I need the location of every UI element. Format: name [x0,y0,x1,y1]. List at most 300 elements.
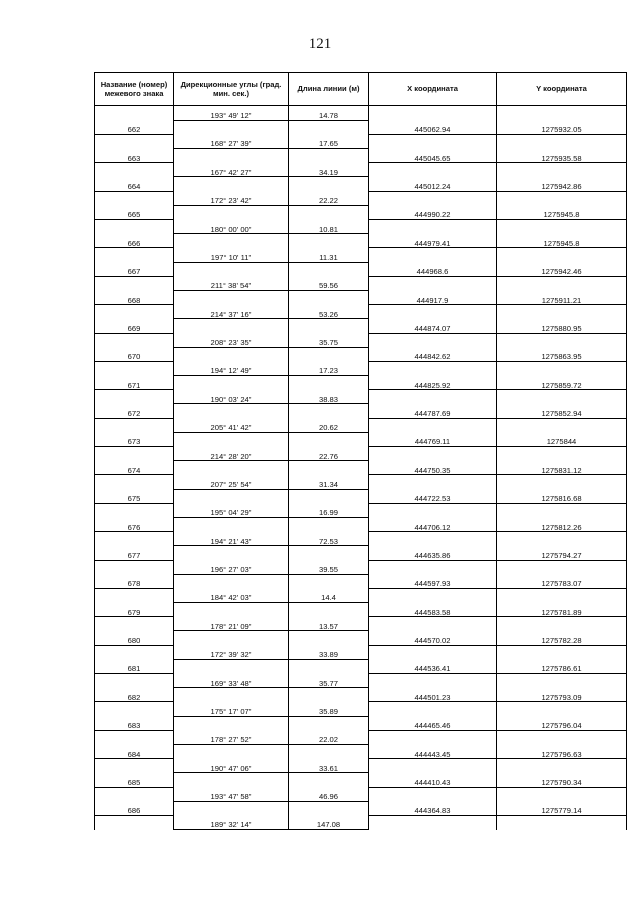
y-coordinate-cell: 1275782.28 [497,631,627,645]
empty-cell [369,361,497,375]
segment-row [95,475,627,489]
angle-cell: 196° 27' 03" [174,560,289,574]
x-coordinate-cell: 445062.94 [369,120,497,134]
length-cell: 22.76 [289,447,369,461]
point-name-cell: 665 [95,205,174,219]
point-row [95,290,627,304]
x-coordinate-cell: 444583.58 [369,603,497,617]
empty-cell [95,333,174,347]
segment-row [95,191,627,205]
empty-cell [369,276,497,290]
empty-cell [289,801,369,815]
point-row [95,659,627,673]
angle-cell: 184° 42' 03" [174,588,289,602]
empty-cell [497,163,627,177]
empty-cell [174,376,289,390]
empty-cell [174,716,289,730]
empty-cell [174,603,289,617]
angle-cell: 178° 21' 09" [174,617,289,631]
point-row [95,461,627,475]
header-y: Y координата [497,73,627,106]
x-coordinate-cell: 444968.6 [369,262,497,276]
empty-cell [369,645,497,659]
empty-cell [289,659,369,673]
point-name-cell: 677 [95,546,174,560]
angle-cell: 214° 37' 16" [174,305,289,319]
empty-cell [369,106,497,121]
point-name-cell: 685 [95,773,174,787]
length-cell: 14.78 [289,106,369,121]
point-row [95,546,627,560]
point-row [95,319,627,333]
y-coordinate-cell: 1275945.8 [497,205,627,219]
y-coordinate-cell: 1275790.34 [497,773,627,787]
x-coordinate-cell: 444443.45 [369,744,497,758]
empty-cell [289,120,369,134]
empty-cell [497,787,627,801]
segment-row [95,617,627,631]
empty-cell [289,177,369,191]
angle-cell: 207° 25' 54" [174,475,289,489]
empty-cell [497,759,627,773]
empty-cell [369,560,497,574]
point-name-cell: 673 [95,432,174,446]
empty-cell [497,248,627,262]
y-coordinate-cell: 1275781.89 [497,603,627,617]
length-cell: 22.22 [289,191,369,205]
empty-cell [289,688,369,702]
empty-cell [95,730,174,744]
empty-cell [289,546,369,560]
point-name-cell: 681 [95,659,174,673]
point-row [95,432,627,446]
angle-cell: 193° 47' 58" [174,787,289,801]
header-name: Название (номер) межевого знака [95,73,174,106]
empty-cell [369,191,497,205]
empty-cell [369,305,497,319]
x-coordinate-cell: 445012.24 [369,177,497,191]
angle-cell: 194° 21' 43" [174,532,289,546]
empty-cell [369,163,497,177]
length-cell: 11.31 [289,248,369,262]
y-coordinate-cell: 1275945.8 [497,234,627,248]
empty-cell [497,560,627,574]
point-row [95,376,627,390]
empty-cell [95,134,174,148]
empty-cell [497,418,627,432]
empty-cell [289,205,369,219]
segment-row [95,333,627,347]
empty-cell [95,532,174,546]
header-angle: Дирекционные углы (град. мин. сек.) [174,73,289,106]
point-row [95,801,627,815]
empty-cell [174,489,289,503]
point-name-cell: 679 [95,603,174,617]
segment-row [95,447,627,461]
point-name-cell: 669 [95,319,174,333]
segment-row [95,220,627,234]
y-coordinate-cell: 1275786.61 [497,659,627,673]
empty-cell [95,191,174,205]
length-cell: 33.61 [289,759,369,773]
length-cell: 33.89 [289,645,369,659]
length-cell: 17.65 [289,134,369,148]
empty-cell [369,390,497,404]
angle-cell: 197° 10' 11" [174,248,289,262]
angle-cell: 168° 27' 39" [174,134,289,148]
angle-cell: 172° 39' 32" [174,645,289,659]
empty-cell [369,418,497,432]
empty-cell [289,319,369,333]
point-row [95,773,627,787]
empty-cell [95,418,174,432]
y-coordinate-cell: 1275932.05 [497,120,627,134]
empty-cell [289,461,369,475]
point-name-cell: 680 [95,631,174,645]
empty-cell [289,744,369,758]
y-coordinate-cell: 1275816.68 [497,489,627,503]
empty-cell [289,376,369,390]
empty-cell [174,688,289,702]
length-cell: 38.83 [289,390,369,404]
angle-cell: 178° 27' 52" [174,730,289,744]
empty-cell [289,631,369,645]
empty-cell [497,305,627,319]
point-name-cell: 682 [95,688,174,702]
angle-cell: 205° 41' 42" [174,418,289,432]
y-coordinate-cell: 1275812.26 [497,517,627,531]
empty-cell [289,404,369,418]
empty-cell [174,574,289,588]
empty-cell [95,787,174,801]
empty-cell [174,319,289,333]
empty-cell [497,191,627,205]
empty-cell [95,588,174,602]
empty-cell [497,361,627,375]
empty-cell [497,276,627,290]
empty-cell [497,220,627,234]
angle-cell: 172° 23' 42" [174,191,289,205]
point-name-cell: 674 [95,461,174,475]
empty-cell [369,617,497,631]
empty-cell [497,106,627,121]
length-cell: 35.77 [289,674,369,688]
segment-row [95,588,627,602]
empty-cell [369,674,497,688]
empty-cell [289,290,369,304]
empty-cell [95,674,174,688]
angle-cell: 190° 47' 06" [174,759,289,773]
empty-cell [369,815,497,829]
empty-cell [289,149,369,163]
point-name-cell: 678 [95,574,174,588]
point-name-cell: 663 [95,149,174,163]
length-cell: 53.26 [289,305,369,319]
angle-cell: 193° 49' 12" [174,106,289,121]
segment-row [95,815,627,829]
point-name-cell: 668 [95,290,174,304]
empty-cell [174,773,289,787]
y-coordinate-cell: 1275831.12 [497,461,627,475]
empty-cell [174,404,289,418]
empty-cell [289,262,369,276]
x-coordinate-cell: 444787.69 [369,404,497,418]
point-name-cell: 667 [95,262,174,276]
empty-cell [369,134,497,148]
length-cell: 20.62 [289,418,369,432]
empty-cell [289,716,369,730]
length-cell: 31.34 [289,475,369,489]
point-row [95,574,627,588]
length-cell: 17.23 [289,361,369,375]
point-row [95,120,627,134]
empty-cell [497,333,627,347]
empty-cell [174,177,289,191]
segment-row [95,163,627,177]
x-coordinate-cell: 444597.93 [369,574,497,588]
x-coordinate-cell: 445045.65 [369,149,497,163]
angle-cell: 195° 04' 29" [174,503,289,517]
point-row [95,404,627,418]
x-coordinate-cell: 444635.86 [369,546,497,560]
length-cell: 16.99 [289,503,369,517]
boundary-coordinates-table [94,72,627,830]
empty-cell [174,631,289,645]
empty-cell [497,815,627,829]
segment-row [95,390,627,404]
y-coordinate-cell: 1275783.07 [497,574,627,588]
x-coordinate-cell: 444570.02 [369,631,497,645]
header-length: Длина линии (м) [289,73,369,106]
x-coordinate-cell: 444990.22 [369,205,497,219]
point-name-cell: 686 [95,801,174,815]
length-cell: 22.02 [289,730,369,744]
header-x: X координата [369,73,497,106]
empty-cell [95,503,174,517]
point-name-cell: 676 [95,517,174,531]
empty-cell [95,447,174,461]
segment-row [95,730,627,744]
empty-cell [497,134,627,148]
x-coordinate-cell: 444979.41 [369,234,497,248]
angle-cell: 208° 23' 35" [174,333,289,347]
point-row [95,631,627,645]
segment-row [95,248,627,262]
empty-cell [174,205,289,219]
x-coordinate-cell: 444364.83 [369,801,497,815]
empty-cell [369,503,497,517]
page-number: 121 [308,36,332,52]
empty-cell [497,730,627,744]
length-cell: 35.75 [289,333,369,347]
empty-cell [369,447,497,461]
empty-cell [95,163,174,177]
y-coordinate-cell: 1275863.95 [497,347,627,361]
segment-row [95,276,627,290]
empty-cell [174,432,289,446]
empty-cell [95,276,174,290]
segment-row [95,503,627,517]
x-coordinate-cell: 444750.35 [369,461,497,475]
segment-row [95,674,627,688]
length-cell: 59.56 [289,276,369,290]
empty-cell [289,432,369,446]
empty-cell [174,517,289,531]
segment-row [95,418,627,432]
point-name-cell: 683 [95,716,174,730]
x-coordinate-cell: 444536.41 [369,659,497,673]
angle-cell: 175° 17' 07" [174,702,289,716]
empty-cell [289,603,369,617]
empty-cell [95,220,174,234]
y-coordinate-cell: 1275859.72 [497,376,627,390]
segment-row [95,645,627,659]
point-name-cell: 672 [95,404,174,418]
angle-cell: 190° 03' 24" [174,390,289,404]
empty-cell [174,347,289,361]
point-row [95,744,627,758]
empty-cell [369,475,497,489]
empty-cell [95,248,174,262]
length-cell: 10.81 [289,220,369,234]
empty-cell [95,617,174,631]
point-row [95,489,627,503]
angle-cell: 194° 12' 49" [174,361,289,375]
angle-cell: 214° 28' 20" [174,447,289,461]
point-row [95,177,627,191]
x-coordinate-cell: 444842.62 [369,347,497,361]
angle-cell: 180° 00' 00" [174,220,289,234]
empty-cell [369,532,497,546]
empty-cell [369,787,497,801]
point-name-cell: 664 [95,177,174,191]
empty-cell [497,702,627,716]
empty-cell [497,503,627,517]
point-name-cell: 684 [95,744,174,758]
angle-cell: 211° 38' 54" [174,276,289,290]
empty-cell [289,574,369,588]
y-coordinate-cell: 1275779.14 [497,801,627,815]
segment-row [95,305,627,319]
y-coordinate-cell: 1275852.94 [497,404,627,418]
empty-cell [174,290,289,304]
y-coordinate-cell: 1275844 [497,432,627,446]
empty-cell [174,744,289,758]
empty-cell [95,361,174,375]
y-coordinate-cell: 1275935.58 [497,149,627,163]
x-coordinate-cell: 444410.43 [369,773,497,787]
x-coordinate-cell: 444874.07 [369,319,497,333]
y-coordinate-cell: 1275793.09 [497,688,627,702]
empty-cell [174,659,289,673]
x-coordinate-cell: 444917.9 [369,290,497,304]
empty-cell [95,475,174,489]
point-row [95,262,627,276]
x-coordinate-cell: 444706.12 [369,517,497,531]
segment-row [95,702,627,716]
point-row [95,205,627,219]
empty-cell [289,234,369,248]
segment-row [95,361,627,375]
point-name-cell: 671 [95,376,174,390]
empty-cell [497,588,627,602]
empty-cell [497,447,627,461]
empty-cell [174,461,289,475]
empty-cell [174,801,289,815]
length-cell: 13.57 [289,617,369,631]
x-coordinate-cell: 444501.23 [369,688,497,702]
length-cell: 46.96 [289,787,369,801]
empty-cell [174,262,289,276]
empty-cell [369,248,497,262]
empty-cell [174,120,289,134]
x-coordinate-cell: 444722.53 [369,489,497,503]
point-row [95,688,627,702]
angle-cell: 167° 42' 27" [174,163,289,177]
angle-cell: 189° 32' 14" [174,815,289,829]
empty-cell [95,702,174,716]
empty-cell [174,546,289,560]
point-name-cell: 675 [95,489,174,503]
segment-row [95,759,627,773]
y-coordinate-cell: 1275880.95 [497,319,627,333]
y-coordinate-cell: 1275942.46 [497,262,627,276]
length-cell: 39.55 [289,560,369,574]
empty-cell [497,617,627,631]
segment-row [95,787,627,801]
empty-cell [289,773,369,787]
point-row [95,716,627,730]
segment-row [95,560,627,574]
empty-cell [369,730,497,744]
length-cell: 34.19 [289,163,369,177]
empty-cell [174,149,289,163]
empty-cell [289,347,369,361]
angle-cell: 169° 33' 48" [174,674,289,688]
y-coordinate-cell: 1275796.63 [497,744,627,758]
y-coordinate-cell: 1275942.86 [497,177,627,191]
point-row [95,603,627,617]
y-coordinate-cell: 1275794.27 [497,546,627,560]
empty-cell [497,475,627,489]
empty-cell [369,759,497,773]
empty-cell [95,815,174,829]
point-row [95,347,627,361]
empty-cell [497,390,627,404]
empty-cell [369,333,497,347]
empty-cell [95,106,174,121]
length-cell: 35.89 [289,702,369,716]
y-coordinate-cell: 1275796.04 [497,716,627,730]
empty-cell [95,390,174,404]
empty-cell [369,588,497,602]
empty-cell [497,532,627,546]
point-name-cell: 666 [95,234,174,248]
empty-cell [289,489,369,503]
segment-row [95,134,627,148]
segment-row [95,106,627,121]
empty-cell [289,517,369,531]
empty-cell [95,305,174,319]
x-coordinate-cell: 444825.92 [369,376,497,390]
y-coordinate-cell: 1275911.21 [497,290,627,304]
point-row [95,149,627,163]
empty-cell [95,560,174,574]
empty-cell [369,220,497,234]
point-row [95,517,627,531]
empty-cell [95,645,174,659]
empty-cell [95,759,174,773]
